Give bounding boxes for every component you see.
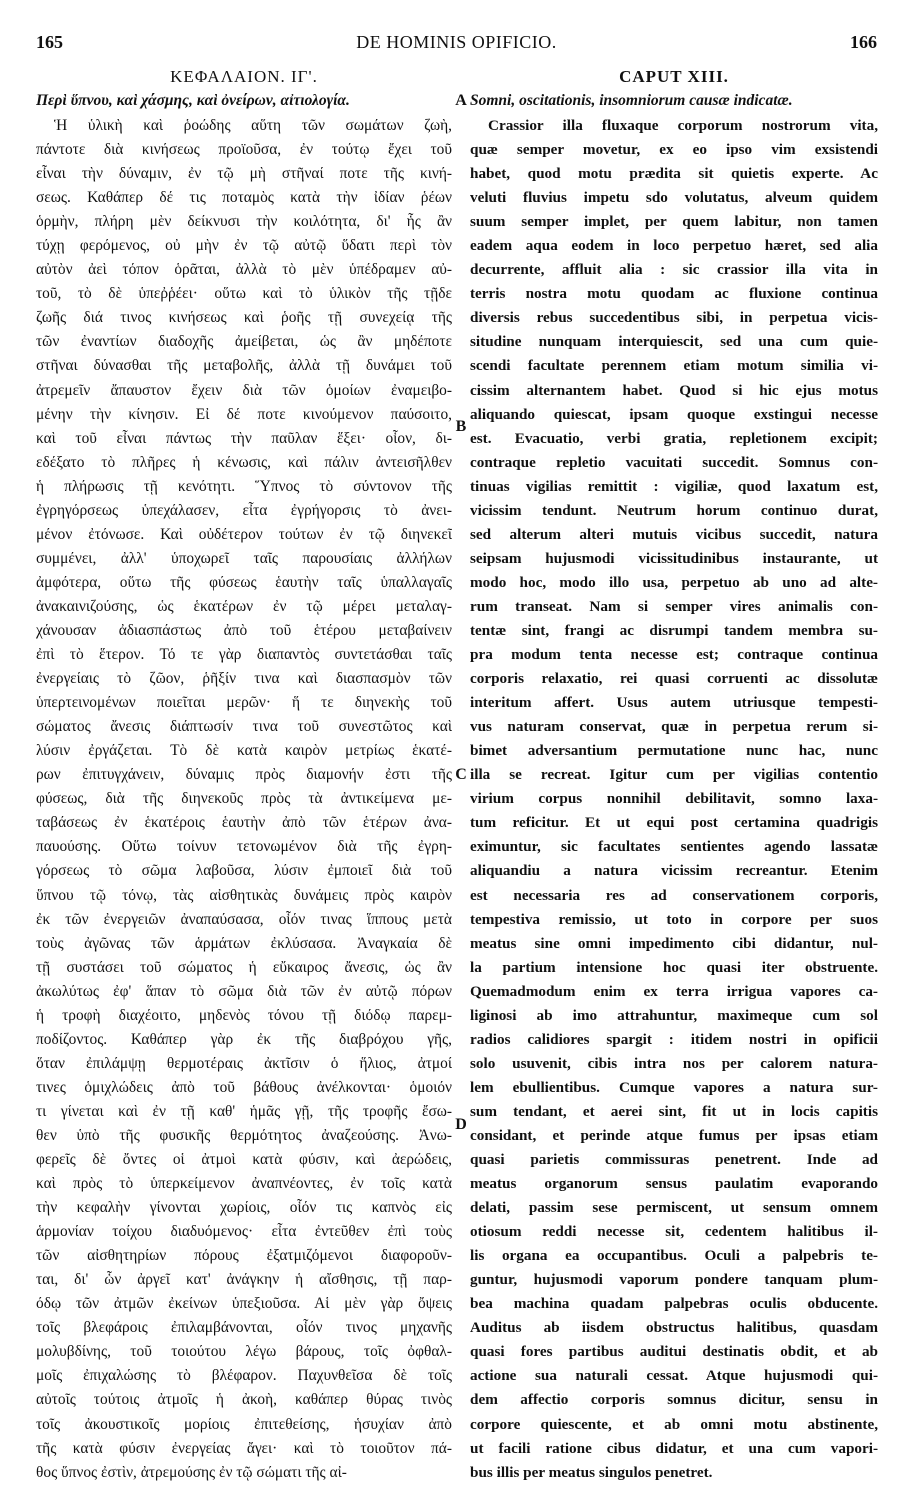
text-line: tinuas vigilias remittit : vigiliæ, quod laxatum est, xyxy=(470,477,878,495)
text-line: ἐκ τῶν ἐνεργειῶν ἀναπαύσασα, οἷόν τινας ἵππους μετὰ xyxy=(36,910,452,928)
text-line: quæ semper movetur, ex eo ipso vim exsistendi xyxy=(470,141,878,159)
margin-marker-b: B xyxy=(455,418,467,435)
text-line: eximuntur, sic facultates sentientes agendo lassatæ xyxy=(470,838,878,856)
text-line: ζωῆς διά τινος κινήσεως καὶ ῥοῆς τῇ συνεχείᾳ τῆς xyxy=(36,309,452,327)
page-number-right: 166 xyxy=(850,32,877,52)
text-line: ται, δι' ὧν ἀργεῖ κατ' ἀνάγκην ἡ αἴσθησις, τῇ παρ- xyxy=(36,1271,452,1289)
text-line: sum tendant, et aerei sint, fit ut in locis capitis xyxy=(470,1102,878,1120)
text-line: bimet adversantium permutatione nunc hac, nunc xyxy=(470,742,878,760)
running-title: DE HOMINIS OPIFICIO. xyxy=(356,32,557,52)
text-line: θος ὕπνος ἐστὶν, ἀτρεμούσης ἐν τῷ σώματι τῆς αἰ- xyxy=(36,1463,347,1481)
text-line: tempestiva remissio, ut toto in corpore per suos xyxy=(470,910,878,928)
text-line: Ἡ ὑλικὴ καὶ ῥοώδης αὕτη τῶν σωμάτων ζωὴ, xyxy=(54,117,452,134)
text-line: ἡ τροφὴ διαχέοιτο, μηδενὸς τόνου τῇ διόδῳ παρεμ- xyxy=(36,1006,452,1024)
text-line: καὶ πρὸς τὸ ὑπερκείμενον ἀναπνέοντες, ἐν τοῖς κατὰ xyxy=(36,1175,452,1193)
text-line: habet, quod motu prædita sit quietis experte. Ac xyxy=(470,165,878,183)
text-line: ἐγρηγόρσεως ὑπεχάλασεν, εἶτα ἐγρήγορσις τὸ ἀνει- xyxy=(36,501,452,519)
text-line: σεως. Καθάπερ δέ τις ποταμὸς κατὰ τὴν ἰδίαν ῥέων xyxy=(36,189,452,207)
latin-chapter-subtitle: Somni, oscitationis, insomniorum causæ indicatæ. xyxy=(470,92,793,109)
text-line: καὶ τοῦ εἶναι πάντως τὴν παῦλαν ἕξει· οἷον, δι- xyxy=(36,429,452,447)
text-line: vicissim tendunt. Neutrum horum continuo durat, xyxy=(470,501,878,519)
text-line: αὐτοῖς τούτοις ἀτμοῖς ἡ ἀκοὴ, καθάπερ θύρας τινὸς xyxy=(36,1391,452,1409)
text-line: ἁρμονίαν τοίχου διαδυόμενος· εἶτα ἐντεῦθεν ἐπὶ τοὺς xyxy=(36,1223,452,1241)
text-line: quasi parietis commissuras penetrent. Inde ad xyxy=(470,1151,878,1169)
text-line: εἶναι τὴν δύναμιν, ἐν τῷ μὴ στῆναί ποτε τῆς κινή- xyxy=(36,165,452,183)
text-line: λύσιν ἐργάζεται. Τὸ δὲ κατὰ καιρὸν μετρίως ἑκατέ- xyxy=(36,742,452,760)
text-line: θεν ὑπὸ τῆς φυσικῆς θερμότητος ἀναζεούσης. Ἀνω- xyxy=(36,1126,452,1144)
text-line: τοῖς βλεφάροις ἐπιλαμβάνονται, οἷόν τινος μηχανῆς xyxy=(36,1319,452,1337)
greek-column xyxy=(36,64,452,1484)
text-line: τύχῃ φερόμενος, οὐ μὴν ἐν τῷ αὐτῷ ὕδατι περὶ τὸν xyxy=(36,237,452,255)
text-line: quasi fores partibus auditui destinatis obdit, et ab xyxy=(470,1343,878,1361)
text-line: ἀκωλύτως ἐφ' ἅπαν τὸ σῶμα διὰ τῶν ἐν αὐτῷ πόρων xyxy=(36,982,452,1000)
margin-marker-a: A xyxy=(455,92,467,109)
text-line: otiosum reddi necesse sit, cedentem halitibus il- xyxy=(470,1223,878,1241)
latin-chapter-heading: CAPUT XIII. xyxy=(619,67,729,86)
text-line: Auditus ab iisdem obstructus halitibus, quasdam xyxy=(470,1319,878,1337)
text-line: rum transeat. Nam si semper vires animalis con- xyxy=(470,597,878,615)
text-line: corpore quiescente, et ab omni motu abstinente, xyxy=(470,1415,878,1433)
text-line: ἀτρεμεῖν ἄπαυστον ἔχειν διὰ τῶν ὁμοίων ἐναμειβο- xyxy=(36,381,452,399)
text-line: aliquandiu a natura vicissim recreantur. Etenim xyxy=(470,862,878,880)
text-line: τοῖς ἀκουστικοῖς μορίοις ἐπιτεθείσης, ἡσυχίαν ἀπὸ xyxy=(36,1415,452,1433)
text-line: est. Evacuatio, verbi gratia, repletionem excipit; xyxy=(470,429,878,447)
text-line: modo hoc, modo illo usa, perpetuo ab uno ad alte- xyxy=(470,573,878,591)
latin-column xyxy=(470,64,878,1484)
text-line: χάνουσαν ἀδιασπάστως ἀπὸ τοῦ ἑτέρου μεταβαίνειν xyxy=(36,621,452,639)
text-line: lem ebullientibus. Cumque vapores a natura sur- xyxy=(470,1078,878,1096)
text-line: ὁρμὴν, πλήρη μὲν δείκνυσι τὴν κοιλότητα, δι' ἧς ἂν xyxy=(36,213,452,231)
text-line: Quemadmodum enim ex terra irrigua vapores ca- xyxy=(470,982,878,1000)
text-line: la partium intensione hoc quasi iter obstruente. xyxy=(470,958,878,976)
text-line: bea machina quadam palpebras oculis obducente. xyxy=(470,1295,878,1313)
text-line: ut facili ratione cibus didatur, et una cum vapori- xyxy=(470,1439,878,1457)
text-line: liginosi ab imo attrahuntur, maximeque cum sol xyxy=(470,1006,878,1024)
text-line: suum semper implet, per quem labitur, non tamen xyxy=(470,213,878,231)
text-line: συμμένει, ἀλλ' ὑποχωρεῖ ταῖς παρουσίαις ἀλλήλων xyxy=(36,549,452,567)
text-line: μένην τὴν κίνησιν. Εἰ δέ ποτε κινούμενον παύσοιτο, xyxy=(36,405,452,423)
text-line: scendi facultate perennem etiam motum similia vi- xyxy=(470,357,878,375)
text-line: decurrente, affluit alia : sic crassior illa vita in xyxy=(470,261,878,279)
text-line: πάντοτε διὰ κινήσεως προϊοῦσα, ἐν τούτῳ ἔχει τοῦ xyxy=(36,141,452,159)
text-line: radios calidiores spargit : itidem nostri in opificii xyxy=(470,1030,878,1048)
text-line: τι γίνεται καὶ ἐν τῇ καθ' ἡμᾶς γῇ, τῆς τροφῆς ἔσω- xyxy=(36,1102,452,1120)
text-line: τὴν κεφαλὴν γίνονται χωρίοις, οἷόν τις καπνὸς εἰς xyxy=(36,1199,452,1217)
text-line: considant, et perinde atque fumus per ipsas etiam xyxy=(470,1126,878,1144)
text-line: sed alterum alteri mutuis vicibus succedit, natura xyxy=(470,525,878,543)
text-line: ὕπνου τῷ τόνῳ, τὰς αἰσθητικὰς δυνάμεις πρὸς καιρὸν xyxy=(36,886,452,904)
text-line: ἀνακαινιζούσης, ὡς ἑκατέρων ἐν τῷ μέρει μεταλαγ- xyxy=(36,597,452,615)
text-line: τοῦ, τὸ δὲ ὑπεῤῥέει· οὕτω καὶ τὸ ὑλικὸν τῆς τῇδε xyxy=(36,285,452,303)
text-line: tentæ sint, frangi ac disrumpi tandem membra su- xyxy=(470,621,878,639)
text-line: στῆναι δύνασθαι τῆς μεταβολῆς, ἀλλὰ τῇ δυνάμει τοῦ xyxy=(36,357,452,375)
text-line: ἐνεργείαις τὸ ζῶον, ῥῆξίν τινα καὶ διασπασμὸν τῶν xyxy=(36,670,452,688)
text-line: ποδίζοντος. Καθάπερ γὰρ ἐκ τῆς διαβρόχου γῆς, xyxy=(36,1030,452,1048)
text-line: μοῖς ἐπιχαλώσης τὸ βλέφαρον. Παχυνθεῖσα δὲ τοῖς xyxy=(36,1367,452,1385)
text-line: meatus sine omni impedimento cibi didantur, nul- xyxy=(470,934,878,952)
text-line: ταβάσεως ἐν ἑκατέροις ἑαυτὴν ἀπὸ τῶν ἑτέρων ἀνα- xyxy=(36,814,452,832)
text-line: ὅταν ἐπιλάμψῃ θερμοτέραις ἀκτῖσιν ὁ ἥλιος, ἀτμοί xyxy=(36,1054,452,1072)
text-line: dem affectio corporis somnus dicitur, sensu in xyxy=(470,1391,878,1409)
text-line: veluti fluvius impetu sdo volutatus, alveum quidem xyxy=(470,189,878,207)
text-line: cissim alternantem habet. Quod si hic ejus motus xyxy=(470,381,878,399)
text-line: seipsam hujusmodi vicissitudinibus instaurante, ut xyxy=(470,549,878,567)
text-line: ὑπερτεινομένων ποιεῖται μερῶν· ἥ τε διηνεκὴς τοῦ xyxy=(36,694,452,712)
text-line: ἐπὶ τὸ ἕτερον. Τό τε γὰρ διαπαντὸς συντετάσθαι ταῖς xyxy=(36,646,452,664)
text-line: ἀμφότερα, οὕτω τῆς φύσεως ἑαυτὴν ταῖς ὑπαλλαγαῖς xyxy=(36,573,452,591)
text-line: interitum affert. Usus autem utriusque tempesti- xyxy=(470,694,878,712)
text-line: vus naturam conservat, quæ in perpetua rerum si- xyxy=(470,718,878,736)
text-line: τῇ συστάσει τοῦ σώματος ἡ εὔκαιρος ἄνεσις, ὡς ἂν xyxy=(36,958,452,976)
text-line: contraque repletio vacuitati succedit. Somnus con- xyxy=(470,453,878,471)
text-line: terris nostra motu quodam ac fluxione continua xyxy=(470,285,878,303)
text-line: τῶν αἰσθητηρίων πόρους ἐξατμιζόμενοι διαφοροῦν- xyxy=(36,1247,452,1265)
text-line: diversis rebus succedentibus sibi, in perpetua vicis- xyxy=(470,309,878,327)
text-line: lis organa ea occupantibus. Oculi a palpebris te- xyxy=(470,1247,878,1265)
text-line: tum reficitur. Et ut equi post certamina quadrigis xyxy=(470,814,878,832)
text-line: τινες ὁμιχλώδεις ἀπὸ τοῦ βάθους ἀνέλκονται· ὁμοιόν xyxy=(36,1078,452,1096)
text-line: τοὺς ἀγῶνας τῶν ἁρμάτων ἐκλύσασα. Ἀναγκαία δὲ xyxy=(36,934,452,952)
text-line: φύσεως, διὰ τῆς διηνεκοῦς πρὸς τὰ ἀντικείμενα με- xyxy=(36,790,452,808)
greek-text xyxy=(36,114,452,1484)
text-line: όδῳ τῶν ἀτμῶν ἐκείνων ὑπεξιοῦσα. Αἱ μὲν γὰρ ὄψεις xyxy=(36,1295,452,1313)
text-line: aliquando quiescat, ipsam quoque exstingui necesse xyxy=(470,405,878,423)
text-line: τῶν ἐναντίων διαδοχῆς ἀμείβεται, ὡς ἂν μηδέποτε xyxy=(36,333,452,351)
text-line: virium corpus nonnihil debilitavit, somno laxa- xyxy=(470,790,878,808)
text-line: ρων ἐπιτυγχάνειν, δύναμις πρὸς διαμονήν ἐστι τῆς xyxy=(36,766,452,784)
text-line: τῆς κατὰ φύσιν ἐνεργείας ἄγει· καὶ τὸ τοιοῦτον πά- xyxy=(36,1439,452,1457)
text-line: solo usuvenit, cibis intra nos per calorem natura- xyxy=(470,1054,878,1072)
margin-marker-d: D xyxy=(455,1116,467,1133)
text-line: situdine nunquam interquiescit, sed una cum quie- xyxy=(470,333,878,351)
latin-text xyxy=(470,114,878,1484)
text-line: delati, passim sese permiscent, ut sensum omnem xyxy=(470,1199,878,1217)
text-line: σώματος ἄνεσις διάπτωσίν τινα τοῦ συνεστῶτος καὶ xyxy=(36,718,452,736)
text-line: ἡ πλήρωσις τῇ κενότητι. Ὕπνος τὸ σύντονον τῆς xyxy=(36,477,452,495)
text-line: eadem aqua eodem in loco perpetuo hæret, sed alia xyxy=(470,237,878,255)
text-line: est necessaria res ad conservationem corporis, xyxy=(470,886,878,904)
page-number-left: 165 xyxy=(36,32,63,52)
text-line: corporis relaxatio, rei quasi corruenti ac dissolutæ xyxy=(470,670,878,688)
text-line: εδέξατο τὸ πλῆρες ἡ κένωσις, καὶ πάλιν ἀντεισῆλθεν xyxy=(36,453,452,471)
running-header xyxy=(36,32,877,56)
text-line: μένον ἐτόνωσε. Καὶ οὐδέτερον τούτων ἐν τῷ διηνεκεῖ xyxy=(36,525,452,543)
greek-chapter-heading: ΚΕΦΑΛΑΙΟΝ. ΙΓ'. xyxy=(170,67,318,86)
text-line: Crassior illa fluxaque corporum nostrorum vita, xyxy=(488,117,878,134)
text-line: actione sua naturali cessat. Atque hujusmodi qui- xyxy=(470,1367,878,1385)
margin-marker-c: C xyxy=(455,766,467,783)
text-line: bus illis per meatus singulos penetret. xyxy=(470,1463,713,1481)
text-line: meatus organorum sensus paulatim evaporando xyxy=(470,1175,878,1193)
text-line: γόρσεως τὸ σῶμα λαβοῦσα, λύσιν ἐμποιεῖ διὰ τοῦ xyxy=(36,862,452,880)
text-line: φερεῖς δὲ ὄντες οἱ ἀτμοὶ κατὰ φύσιν, καὶ ἀερώδεις, xyxy=(36,1151,452,1169)
text-line: illa se recreat. Igitur cum per vigilias contentio xyxy=(470,766,878,784)
text-line: μολυβδίνης, τοῦ τοιούτου λέγω βάρους, τοῖς ὀφθαλ- xyxy=(36,1343,452,1361)
text-line: guntur, hujusmodi vaporum pondere tanquam plum- xyxy=(470,1271,878,1289)
text-line: αὐτὸν ἀεὶ τόπον ὁρᾶται, ἀλλὰ τὸ μὲν ὑπέδραμεν αὐ- xyxy=(36,261,452,279)
text-line: pra modum tenta necesse est; contraque continua xyxy=(470,646,878,664)
greek-chapter-subtitle: Περὶ ὕπνου, καὶ χάσμης, καὶ ὀνείρων, αἰτιολογία. xyxy=(36,92,350,109)
text-line: παυούσης. Οὕτω τοίνυν τετονωμένον διὰ τῆς ἐγρη- xyxy=(36,838,452,856)
